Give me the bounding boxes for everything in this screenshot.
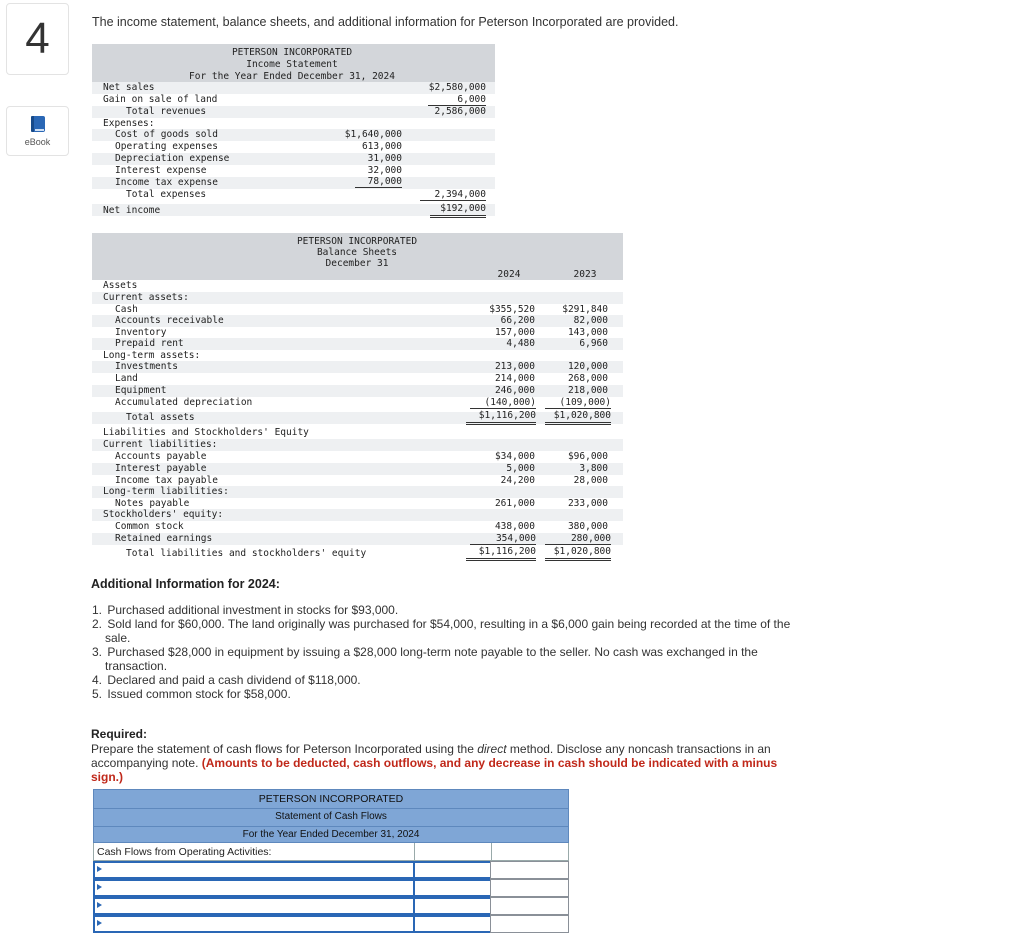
bs-value-2024: 246,000 [494,385,535,396]
bs-line-label: Retained earnings [115,533,213,544]
is-net-sales: $2,580,000 [428,82,486,93]
cash-flow-header [93,789,569,843]
bs-value-2024: $355,520 [489,304,535,315]
cf-section-label: Cash Flows from Operating Activities: [97,846,272,858]
additional-item [92,645,758,673]
cf-total-cell [490,915,569,933]
required-text [91,742,811,784]
bs-line-label: Accumulated depreciation [115,397,253,408]
cf-total-cell [490,861,569,879]
is-expense-value: 32,000 [367,165,402,176]
item-number: 2. [92,617,103,631]
bs-line-label: Interest payable [115,463,207,474]
bs-line-label: Common stock [115,521,184,532]
bs-total-le-2024: $1,116,200 [466,546,536,561]
bs-line-label: Land [115,373,138,384]
bs-value-2023: 120,000 [567,361,608,372]
required-title: Required: [91,727,148,741]
bs-value-2024: 5,000 [506,463,535,474]
cf-company: PETERSON INCORPORATED [258,793,404,805]
bs-line-label: Notes payable [115,498,190,509]
balance-sheet-header [92,233,623,280]
bs-value-2023: 6,960 [579,338,608,349]
required-text-em: direct [477,742,507,756]
item-text: Sold land for $60,000. The land originally was purchased for $54,000, resulting in a $6,000 gain being recorded at the time of the [107,617,791,631]
bs-value-2023: 233,000 [567,498,608,509]
bs-total-le-2023: $1,020,800 [545,546,611,561]
is-period: For the Year Ended December 31, 2024 [189,71,395,82]
bs-current-assets-label: Current assets: [103,292,189,303]
bs-line-label: Prepaid rent [115,338,184,349]
item-number: 5. [92,687,103,701]
bs-value-2024: 214,000 [494,373,535,384]
bs-value-2023: (109,000) [545,397,611,409]
bs-value-2023: 82,000 [573,315,608,326]
bs-line-label: Equipment [115,385,167,396]
is-net-sales-label: Net sales [103,82,155,93]
cf-input-row [93,861,569,879]
bs-value-2023: 143,000 [567,327,608,338]
bs-value-2023: $96,000 [567,451,608,462]
is-expense-label: Interest expense [115,165,207,176]
item-text: Issued common stock for $58,000. [107,687,291,701]
is-net-income-label: Net income [103,205,161,216]
cf-total-cell [490,879,569,897]
cf-section-row [93,843,569,861]
bs-equity-label: Stockholders' equity: [103,509,224,520]
cf-line-item-select[interactable] [93,861,415,879]
bs-total-assets-2023: $1,020,800 [545,410,611,425]
income-statement-header [92,44,495,82]
bs-value-2024: 4,480 [506,338,535,349]
bs-value-2024: 24,200 [500,475,535,486]
bs-value-2023: $291,840 [562,304,608,315]
question-number: 4 [6,3,69,75]
cf-amount-input[interactable] [413,915,492,933]
ebook-label: eBook [24,136,51,147]
item-number: 3. [92,645,103,659]
item-text: Purchased additional investment in stocks for $93,000. [107,603,399,617]
cf-input-row [93,915,569,933]
is-expenses-label: Expenses: [103,118,155,129]
cf-title: Statement of Cash Flows [275,811,387,822]
dropdown-arrow-icon [97,920,102,926]
bs-value-2023: 268,000 [567,373,608,384]
bs-col-2024: 2024 [497,269,521,280]
cf-period: For the Year Ended December 31, 2024 [242,829,420,840]
item-text: Purchased $28,000 in equipment by issuing a $28,000 long-term note payable to the seller. No cash was exchanged in the [107,645,758,659]
cf-line-item-select[interactable] [93,879,415,897]
bs-value-2024: 213,000 [494,361,535,372]
bs-total-assets-label: Total assets [126,412,195,423]
bs-value-2024: 438,000 [494,521,535,532]
bs-line-label: Inventory [115,327,167,338]
bs-line-label: Accounts payable [115,451,207,462]
cf-input-row [93,879,569,897]
bs-value-2023: 218,000 [567,385,608,396]
book-icon [31,116,45,132]
required-instruction: (Amounts to be deducted, cash outflows, and any decrease in cash should be indicated with a minus sign.) [91,756,778,784]
bs-date: December 31 [325,258,389,269]
bs-value-2023: 380,000 [567,521,608,532]
item-number: 4. [92,673,103,687]
cf-amount-input[interactable] [413,861,492,879]
bs-current-liab-label: Current liabilities: [103,439,218,450]
additional-info-title: Additional Information for 2024: [91,577,280,591]
cf-line-item-select[interactable] [93,915,415,933]
additional-item [92,603,398,617]
cf-line-item-select[interactable] [93,897,415,915]
item-number: 1. [92,603,103,617]
dropdown-arrow-icon [97,902,102,908]
additional-item [92,687,291,701]
cf-input-row [93,897,569,915]
is-expense-value: 31,000 [367,153,402,164]
bs-assets-label: Assets [103,280,138,291]
bs-long-term-assets-label: Long-term assets: [103,350,201,361]
bs-value-2024: 261,000 [494,498,535,509]
bs-value-2024: 66,200 [500,315,535,326]
is-expense-label: Cost of goods sold [115,129,218,140]
dropdown-arrow-icon [97,866,102,872]
is-expense-value: 613,000 [361,141,402,152]
cf-amount-input[interactable] [413,879,492,897]
is-total-expenses-label: Total expenses [126,189,207,200]
bs-total-le-label: Total liabilities and stockholders' equity [126,548,367,559]
additional-item [92,673,361,687]
bs-value-2024: (140,000) [470,397,536,409]
bs-value-2023: 280,000 [545,533,611,545]
bs-value-2023: 3,800 [579,463,608,474]
is-gain-label: Gain on sale of land [103,94,218,105]
cf-amount-input[interactable] [413,897,492,915]
bs-title: Balance Sheets [316,247,398,258]
additional-item [92,617,790,645]
is-net-income: $192,000 [430,203,486,218]
intro-text: The income statement, balance sheets, and additional information for Peterson Incorporated are provided. [92,15,679,29]
bs-col-2023: 2023 [573,269,597,280]
bs-long-term-liab-label: Long-term liabilities: [103,486,229,497]
bs-liab-equity-label: Liabilities and Stockholders' Equity [103,427,309,438]
is-total-expenses: 2,394,000 [420,189,486,201]
bs-value-2024: 157,000 [494,327,535,338]
bs-line-label: Investments [115,361,178,372]
item-text-cont: sale. [105,631,131,645]
is-title: Income Statement [246,59,338,70]
is-total-revenues: 2,586,000 [434,106,486,117]
is-company: PETERSON INCORPORATED [231,47,353,58]
bs-total-assets-2024: $1,116,200 [466,410,536,425]
dropdown-arrow-icon [97,884,102,890]
bs-line-label: Income tax payable [115,475,218,486]
required-text-a: Prepare the statement of cash flows for Peterson Incorporated using the [91,742,478,756]
item-text: Declared and paid a cash dividend of $118,000. [107,673,361,687]
bs-value-2024: $34,000 [494,451,535,462]
is-expense-label: Operating expenses [115,141,218,152]
is-expense-value: 78,000 [355,176,402,188]
bs-value-2024: 354,000 [470,533,536,545]
is-expense-label: Income tax expense [115,177,218,188]
bs-company: PETERSON INCORPORATED [296,236,418,247]
cf-total-cell [490,897,569,915]
is-expense-label: Depreciation expense [115,153,230,164]
bs-line-label: Cash [115,304,138,315]
required-text-b: method. Disclose any noncash transactions in an accompanying note. [91,742,771,770]
bs-line-label: Accounts receivable [115,315,224,326]
is-gain: 6,000 [428,94,486,106]
is-expense-value: $1,640,000 [344,129,402,140]
item-text-cont: transaction. [105,659,168,673]
is-total-revenues-label: Total revenues [126,106,207,117]
ebook-button[interactable] [6,106,69,156]
bs-value-2023: 28,000 [573,475,608,486]
